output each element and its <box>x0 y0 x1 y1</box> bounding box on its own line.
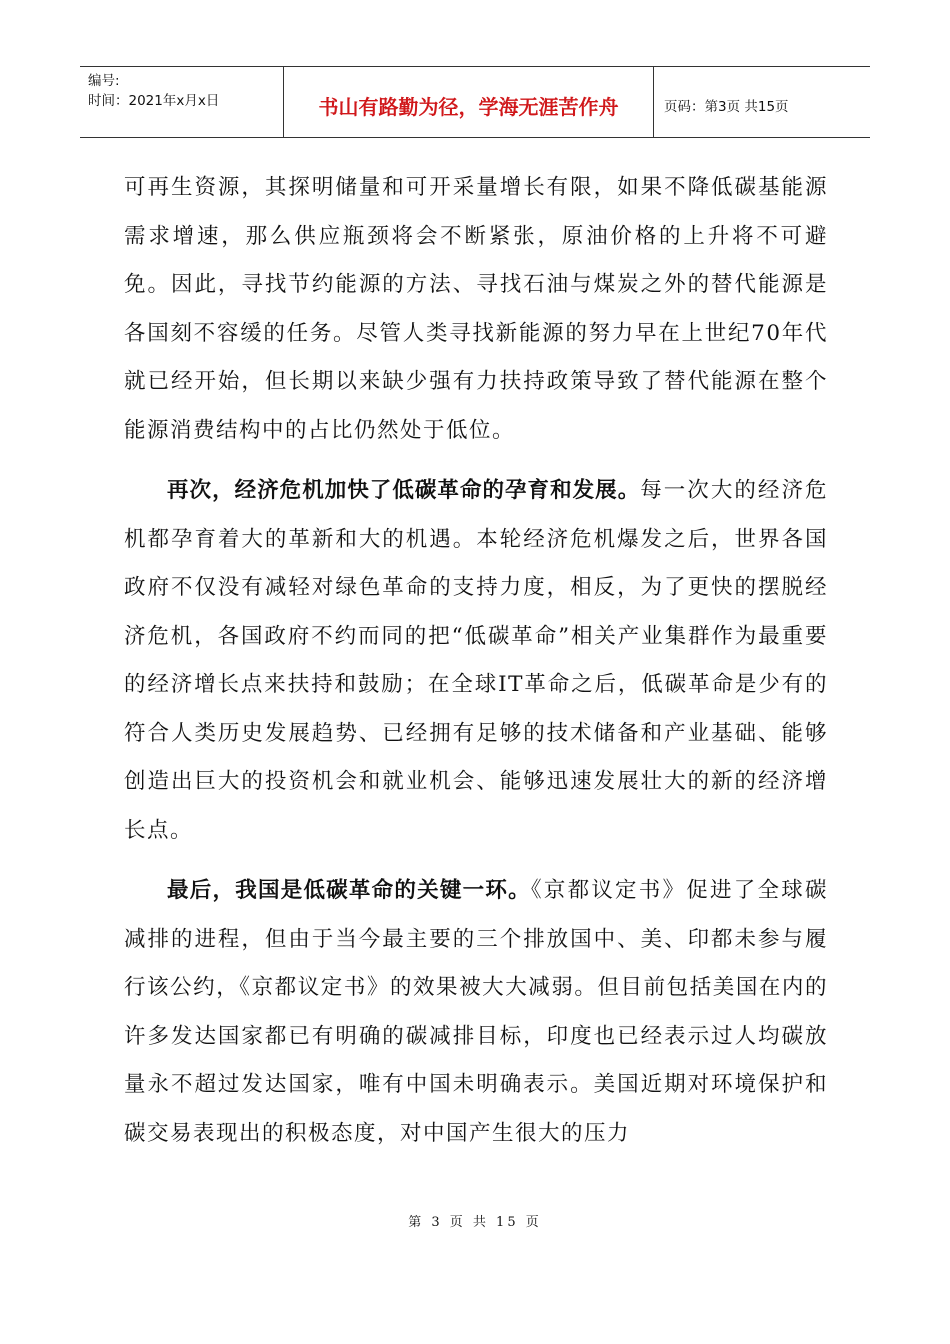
header-meta <box>80 67 284 137</box>
paragraph-3-text: 《京都议定书》促进了全球碳减排的进程，但由于当今最主要的三个排放国中、美、印都未参与履行该公约，《京都议定书》的效果被大大减弱。但目前包括美国在内的许多发达国家都已有明确的碳减排目标，印度也已经表示过人均碳放量永不超过发达国家，唯有中国未明确表示。美国近期对环境保护和碳交易表现出的积极态度，对中国产生很大的压力 <box>124 878 828 1146</box>
document-number-label: 编号: <box>88 73 120 89</box>
paragraph-1: 可再生资源，其探明储量和可开采量增长有限，如果不降低碳基能源需求增速，那么供应瓶颈将会不断紧张，原油价格的上升将不可避免。因此，寻找节约能源的方法、寻找石油与煤炭之外的替代能源是各国刻不容缓的任务。尽管人类寻找新能源的努力早在上世纪70年代就已经开始，但长期以来缺少强有力扶持政策导致了替代能源在整个能源消费结构中的占比仍然处于低位。 <box>124 175 828 443</box>
page-header <box>80 66 870 138</box>
paragraph-3-heading: 最后，我国是低碳革命的关键一环。 <box>167 878 531 903</box>
paragraph-2 <box>124 467 828 855</box>
paragraph-2-heading: 再次，经济危机加快了低碳革命的孕育和发展。 <box>167 478 641 503</box>
document-time-label: 时间：2021年x月x日 <box>88 93 220 109</box>
page-footer: 第 3 页 共 15 页 <box>408 1215 542 1230</box>
paragraph-3 <box>124 867 828 1158</box>
document-body <box>124 164 828 1170</box>
header-page-info: 页码：第3页 共15页 <box>664 99 789 115</box>
paragraph-2-text: 每一次大的经济危机都孕育着大的革新和大的机遇。本轮经济危机爆发之后，世界各国政府不仅没有减轻对绿色革命的支持力度，相反，为了更快的摆脱经济危机，各国政府不约而同的把“低碳革命”相关产业集群作为最重要的经济增长点来扶持和鼓励；在全球IT革命之后，低碳革命是少有的符合人类历史发展趋势、已经拥有足够的技术储备和产业基础、能够创造出巨大的投资机会和就业机会、能够迅速发展壮大的新的经济增长点。 <box>124 478 828 843</box>
header-motto: 书山有路勤为径，学海无涯苦作舟 <box>284 67 654 137</box>
